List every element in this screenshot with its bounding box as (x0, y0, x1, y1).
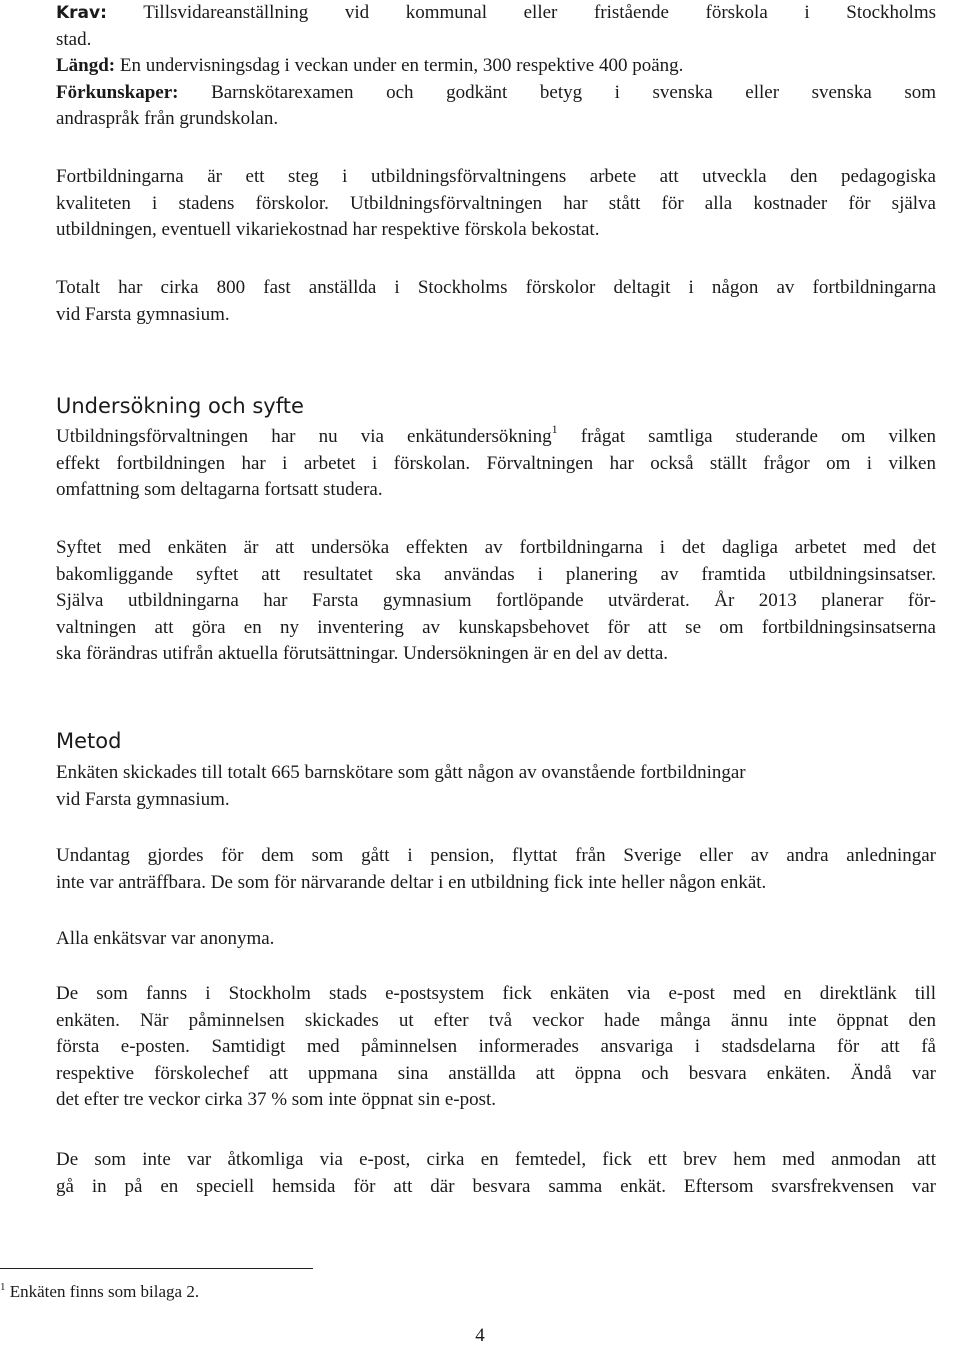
text-line: Själva utbildningarna har Farsta gymnasium fortlöpande utvärderat. År 2013 planerar för- (56, 590, 936, 611)
text-fragment: frågat samtliga studerande om vilken (557, 426, 937, 447)
undersokning-paragraph-1 (56, 424, 936, 504)
footnote-divider (0, 1268, 313, 1269)
requirements-list (56, 0, 936, 133)
text-line: Alla enkätsvar var anonyma. (56, 928, 275, 949)
text-line: De som inte var åtkomliga via e-post, cirka en femtedel, fick ett brev hem med anmodan att (56, 1149, 936, 1170)
forkunskaper-text: Barnskötarexamen och godkänt betyg i svenska eller svenska som (211, 81, 937, 103)
text-line: Syftet med enkäten är att undersöka effekten av fortbildningarna i det dagliga arbetet med det (56, 537, 936, 558)
section-heading-undersokning: Undersökning och syfte (56, 394, 304, 418)
text-line-with-footnote (56, 424, 936, 451)
footnote-reference: 1 (551, 422, 558, 436)
text-line: Fortbildningarna är ett steg i utbildningsförvaltningens arbete att utveckla den pedagogiska (56, 166, 936, 187)
footnote-marker: 1 (0, 1281, 6, 1293)
text-line: vid Farsta gymnasium. (56, 303, 230, 325)
text-line: inte var anträffbara. De som för närvarande deltar i en utbildning fick inte heller någon enkät. (56, 871, 767, 893)
text-line: bakomliggande syftet att resultatet ska användas i planering av framtida utbildningsinsatser. (56, 563, 936, 585)
footnote-text: Enkäten finns som bilaga 2. (5, 1282, 200, 1301)
krav-label: Krav: (56, 3, 107, 23)
intro-paragraph-1 (56, 164, 936, 244)
forkunskaper-continuation: andraspråk från grundskolan. (56, 108, 279, 129)
text-line: ska förändras utifrån aktuella förutsättningar. Undersökningen är en del av detta. (56, 643, 669, 664)
metod-paragraph-5 (56, 1147, 936, 1200)
metod-paragraph-4 (56, 981, 936, 1114)
krav-line (56, 0, 936, 27)
text-line: De som fanns i Stockholm stads e-postsystem fick enkäten via e-post med en direktlänk till (56, 983, 936, 1004)
text-line: första e-posten. Samtidigt med påminnelsen informerades ansvariga i stadsdelarna för att få (56, 1036, 936, 1057)
text-line: valtningen att göra en ny inventering av kunskapsbehovet för att se om fortbildningsinsatserna (56, 616, 936, 638)
text-line: vid Farsta gymnasium. (56, 788, 230, 810)
section-heading-metod: Metod (56, 729, 122, 753)
intro-paragraph-2 (56, 275, 936, 328)
footnote (0, 1281, 199, 1303)
text-line: Enkäten skickades till totalt 665 barnskötare som gått någon av ovanstående fortbildningar (56, 762, 746, 783)
krav-text: Tillsvidareanställning vid kommunal eller fristående förskola i Stockholms (143, 2, 936, 23)
text-fragment: Utbildningsförvaltningen har nu via enkätundersökning (56, 426, 552, 447)
text-line: enkäten. När påminnelsen skickades ut efter två veckor hade många ännu inte öppnat den (56, 1009, 936, 1031)
text-line: respektive förskolechef att uppmana sina anställda att öppna och besvara enkäten. Ändå var (56, 1062, 936, 1084)
metod-paragraph-2 (56, 843, 936, 896)
undersokning-paragraph-2 (56, 535, 936, 668)
krav-continuation: stad. (56, 28, 92, 50)
text-line: omfattning som deltagarna fortsatt studera. (56, 479, 383, 500)
metod-paragraph-3 (56, 926, 936, 953)
langd-label: Längd: (56, 55, 116, 76)
metod-paragraph-1 (56, 760, 936, 813)
langd-line (56, 53, 936, 80)
forkunskaper-label: Förkunskaper: (56, 81, 179, 103)
text-line: Undantag gjordes för dem som gått i pension, flyttat från Sverige eller av andra anledningar (56, 845, 936, 866)
langd-text: En undervisningsdag i veckan under en termin, 300 respektive 400 poäng. (119, 55, 684, 76)
text-line: effekt fortbildningen har i arbetet i förskolan. Förvaltningen har också ställt frågor om i vilken (56, 452, 936, 474)
forkunskaper-line (56, 80, 936, 107)
text-line: gå in på en speciell hemsida för att där besvara samma enkät. Eftersom svarsfrekvensen var (56, 1175, 936, 1197)
text-line: Totalt har cirka 800 fast anställda i Stockholms förskolor deltagit i någon av fortbildningarna (56, 277, 936, 298)
text-line: utbildningen, eventuell vikariekostnad har respektive förskola bekostat. (56, 219, 600, 240)
text-line: kvaliteten i stadens förskolor. Utbildningsförvaltningen har stått för alla kostnader för själva (56, 192, 936, 214)
page-number: 4 (475, 1325, 485, 1346)
text-line: det efter tre veckor cirka 37 % som inte öppnat sin e-post. (56, 1089, 497, 1110)
